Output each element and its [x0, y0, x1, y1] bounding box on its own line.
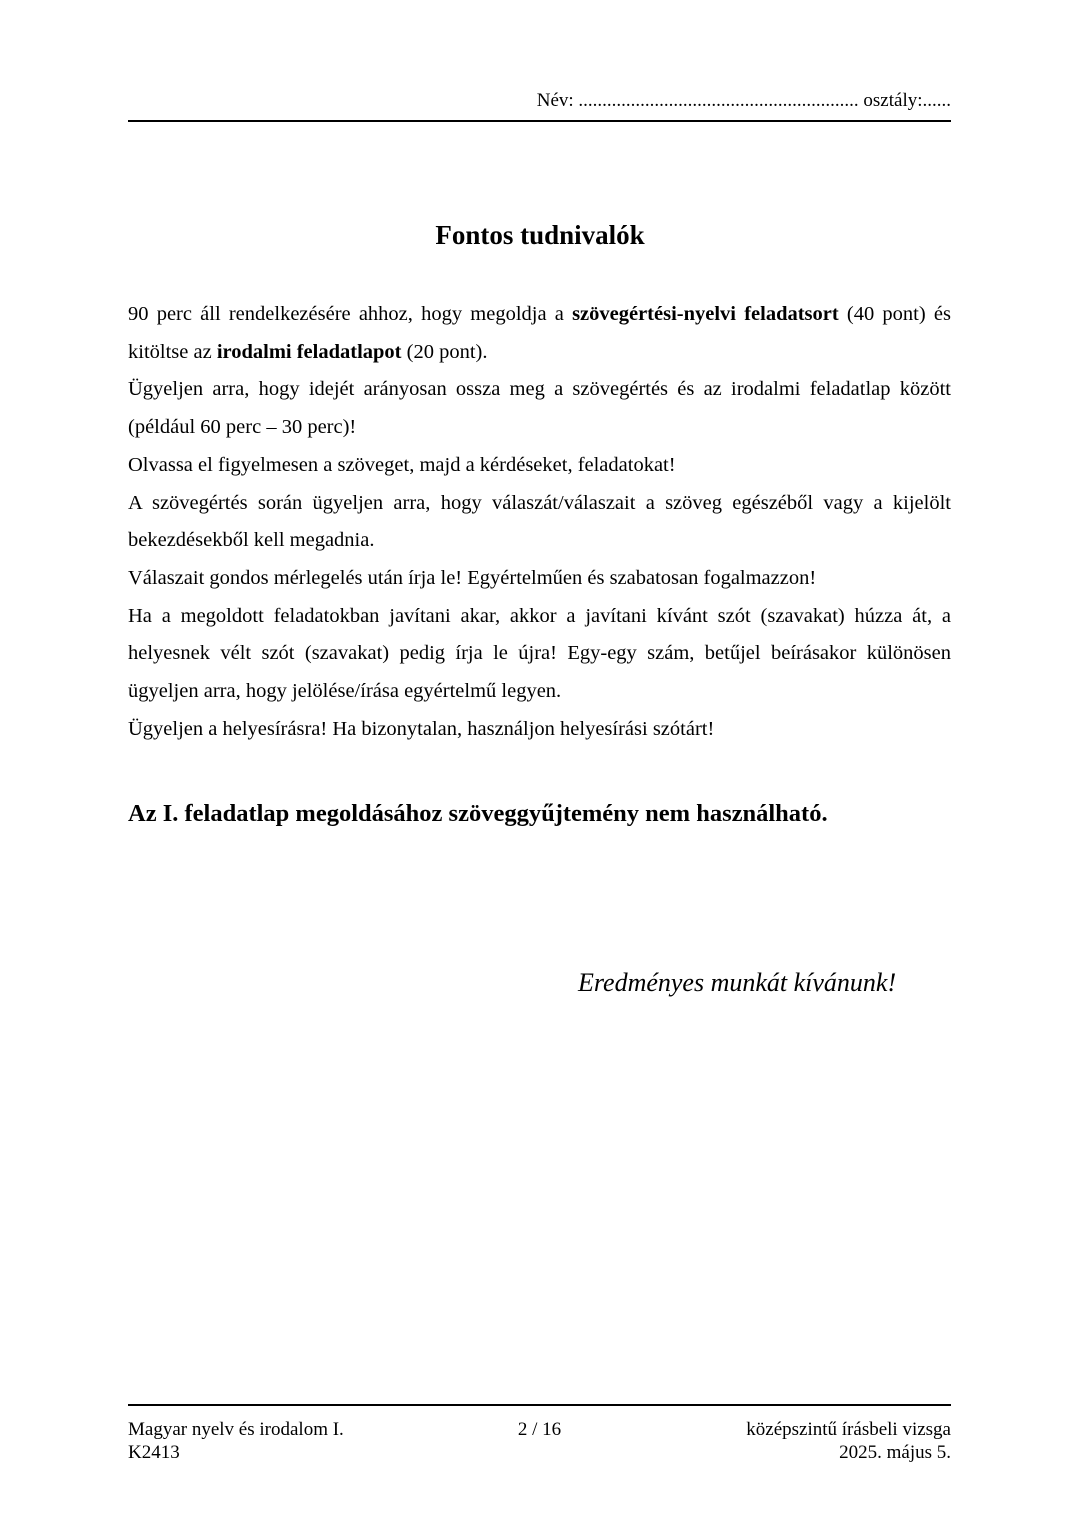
instruction-paragraph-5: Válaszait gondos mérlegelés után írja le! Egyértelműen és szabatosan fogalmazzon! [128, 566, 817, 589]
instruction-paragraph-1: 90 perc áll rendelkezésére ahhoz, hogy megoldja a szövegértési-nyelvi feladatsort (40 pont) és kitöltse az irodalmi feladatlapot (20 pont). [128, 303, 951, 363]
footer-code: K2413 [128, 1442, 180, 1463]
literary-sheet-emphasis: irodalmi feladatlapot [216, 340, 402, 363]
instructions [128, 296, 951, 748]
page-header [128, 88, 951, 122]
footer-date: 2025. május 5. [839, 1442, 951, 1463]
notice-text: Az I. feladatlap megoldásához szöveggyűjtemény nem használható. [128, 800, 828, 827]
footer-exam-level: középszintű írásbeli vizsga [746, 1419, 951, 1440]
footer-page-number: 2 / 16 [517, 1419, 562, 1440]
page-footer [128, 1404, 951, 1476]
instruction-paragraph-6: Ha a megoldott feladatokban javítani akar, akkor a javítani kívánt szót (szavakat) húzza át, a helyesnek vélt szót (szavakat) pedig írja le újra! Egy-egy szám, betűjel beírásakor különösen ügyeljen arra, hogy jelölése/írása egyértelmű legyen. [128, 604, 951, 703]
instruction-paragraph-4: A szövegértés során ügyeljen arra, hogy válaszát/válaszait a szöveg egészéből vagy a kijelölt bekezdésekből kell megadnia. [128, 491, 951, 552]
good-luck-text: Eredményes munkát kívánunk! [578, 968, 897, 997]
task-set-emphasis: szövegértési-nyelvi feladatsort [572, 303, 839, 325]
footer-subject: Magyar nyelv és irodalom I. [128, 1419, 344, 1440]
instruction-paragraph-7: Ügyeljen a helyesírásra! Ha bizonytalan, használjon helyesírási szótárt! [128, 717, 715, 740]
instruction-paragraph-2: Ügyeljen arra, hogy idejét arányosan ossza meg a szövegértés és az irodalmi feladatlap között (például 60 perc – 30 perc)! [128, 378, 951, 439]
name-class-line: Név: ........................................................... osztály:...... [536, 90, 951, 111]
footer-right [746, 1418, 951, 1464]
page-title: Fontos tudnivalók [435, 220, 645, 250]
instruction-paragraph-3: Olvassa el figyelmesen a szöveget, majd a kérdéseket, feladatokat! [128, 453, 676, 476]
